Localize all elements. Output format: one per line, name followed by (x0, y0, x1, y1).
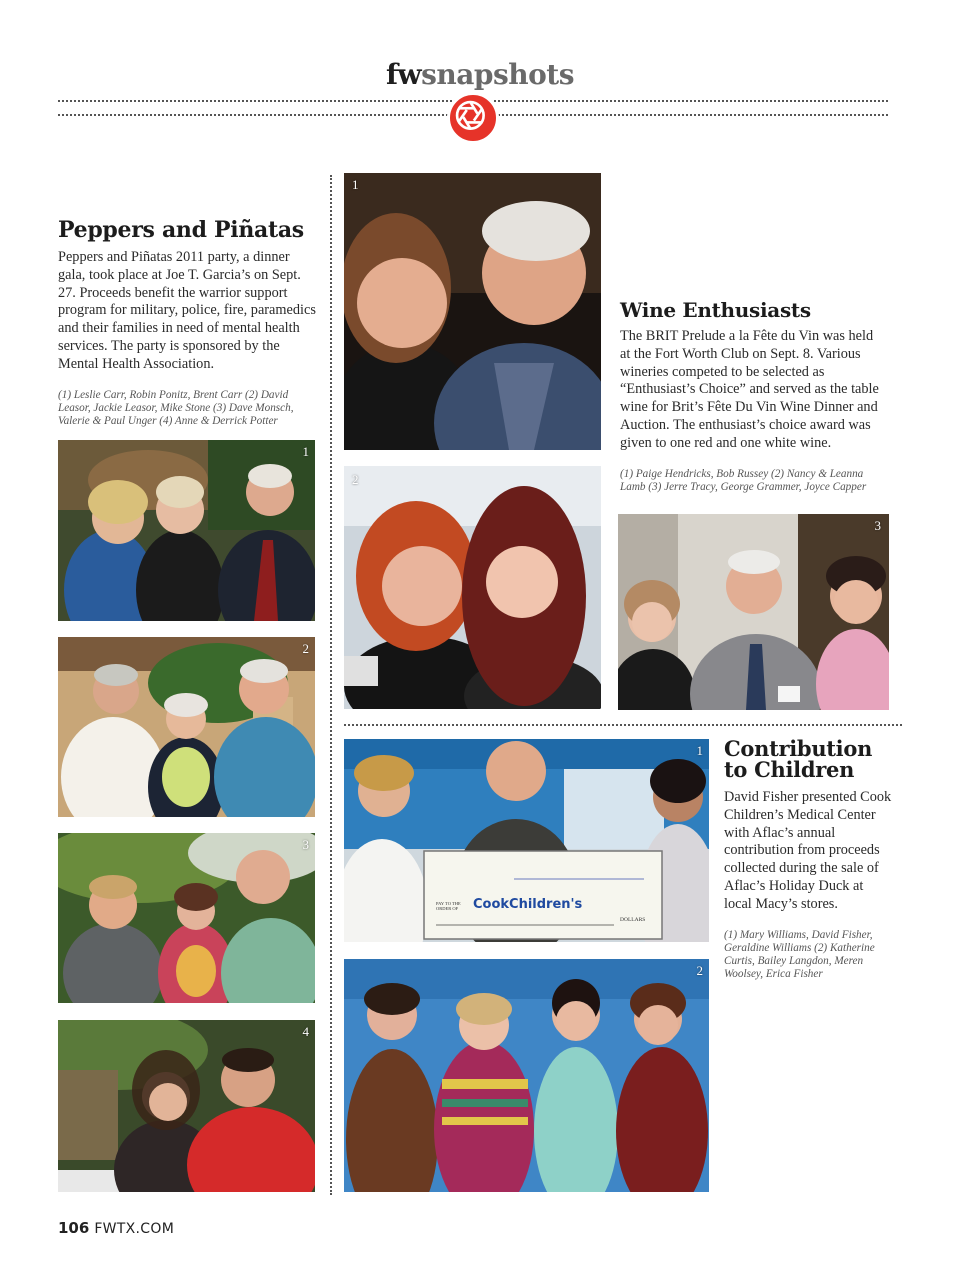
wine-caption: (1) Paige Hendricks, Bob Russey (2) Nancy & Leanna Lamb (3) Jerre Tracy, George Grammer, Joyce Capper (620, 468, 867, 493)
check-dollars: DOLLARS (620, 917, 646, 923)
children-caption: (1) Mary Williams, David Fisher, Geraldine Williams (2) Katherine Curtis, Bailey Langdon, Meren Woolsey, Erica Fisher (724, 929, 875, 980)
masthead (0, 58, 960, 91)
wine-title: Wine Enthusiasts (620, 298, 811, 322)
photo-number: 1 (302, 444, 309, 459)
wine-photo-3 (618, 514, 889, 710)
photo-number: 4 (302, 1024, 309, 1039)
check-payee: CookChildren's (473, 897, 583, 912)
children-title-line1: Contribution (724, 736, 873, 761)
children-title (724, 738, 872, 781)
column-divider (330, 175, 332, 1195)
peppers-body: Peppers and Piñatas 2011 party, a dinner gala, took place at Joe T. Garcia’s on Sept. 27. Proceeds benefit the warrior support program for military, police, fire, paramedics and their families in need of mental health services. The party is sponsored by the Mental Health Association. (58, 249, 316, 372)
children-photo-1 (344, 739, 709, 942)
children-photo-2 (344, 959, 709, 1192)
camera-aperture-icon (447, 92, 499, 144)
peppers-photo-4 (58, 1020, 315, 1192)
section-divider (344, 724, 902, 726)
brand-suffix: snapshots (421, 58, 574, 91)
check-pay-to: PAY TO THE ORDER OF (436, 901, 461, 911)
wine-body: The BRIT Prelude a la Fête du Vin was held at the Fort Worth Club on Sept. 8. Various wineries competed to be selected as “Enthusiast’s Choice” and served as the table wine for Brit’s Fête Du Vin Wine Dinner and Auction. The enthusiast’s choice award was given to one red and one white wine. (620, 328, 879, 451)
photo-number: 2 (302, 641, 309, 656)
peppers-photo-1 (58, 440, 315, 621)
peppers-photo-3 (58, 833, 315, 1003)
peppers-title: Peppers and Piñatas (58, 217, 304, 243)
children-body: David Fisher presented Cook Children’s Medical Center with Aflac’s annual contribution from proceeds collected during the sale of Aflac’s Holiday Duck at local Macy’s stores. (724, 789, 892, 912)
photo-number: 1 (696, 743, 703, 758)
peppers-photo-2 (58, 637, 315, 817)
photo-number: 2 (352, 472, 359, 487)
photo-number: 1 (352, 177, 359, 192)
photo-number: 3 (302, 837, 309, 852)
site-url: FWTX.COM (94, 1221, 175, 1237)
wine-photo-1 (344, 173, 601, 450)
children-title-line2: to Children (724, 757, 855, 783)
wine-photo-2 (344, 466, 601, 709)
page-footer (58, 1219, 174, 1237)
section-title (0, 58, 960, 91)
photo-number: 3 (874, 518, 881, 533)
peppers-caption: (1) Leslie Carr, Robin Ponitz, Brent Carr (2) David Leasor, Jackie Leasor, Mike Stone (3) Dave Monsch, Valerie & Paul Unger (4) Anne & Derrick Potter (58, 389, 294, 427)
brand-prefix: fw (386, 58, 422, 91)
page-number: 106 (58, 1219, 90, 1237)
photo-number: 2 (696, 963, 703, 978)
